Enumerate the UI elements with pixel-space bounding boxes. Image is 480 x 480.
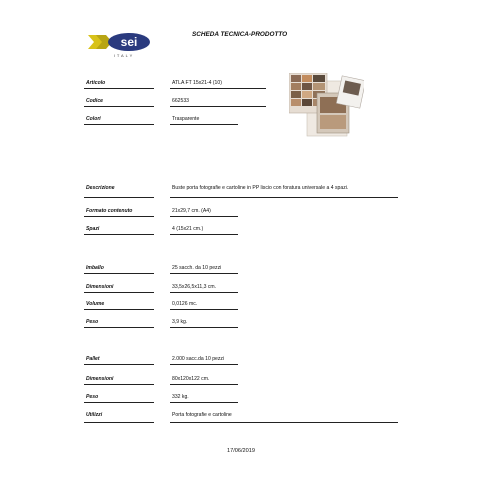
divider <box>84 364 154 365</box>
label-volume: Volume <box>86 301 105 307</box>
divider <box>170 292 238 293</box>
divider <box>170 309 238 310</box>
divider <box>170 216 238 217</box>
divider <box>170 106 266 107</box>
divider <box>84 384 154 385</box>
divider <box>84 402 154 403</box>
value-peso-pallet: 332 kg. <box>172 394 189 400</box>
label-dimensioni-pallet: Dimensioni <box>86 376 114 382</box>
label-utilizzi: Utilizzi <box>86 412 103 418</box>
divider <box>84 273 154 274</box>
value-dimensioni-pallet: 80x120x122 cm. <box>172 376 210 382</box>
value-utilizzi: Porta fotografie e cartoline <box>172 412 232 418</box>
divider <box>170 364 238 365</box>
label-articolo: Articolo <box>86 80 106 86</box>
value-peso: 3,9 kg. <box>172 319 188 325</box>
label-pallet: Pallet <box>86 356 100 362</box>
logo-subtitle: ITALY <box>113 53 135 58</box>
divider <box>84 309 154 310</box>
value-volume: 0,0126 mc. <box>172 301 198 307</box>
value-descrizione: Buste porta fotografie e cartoline in PP liscio con foratura universale a 4 spazi. <box>172 185 349 191</box>
divider <box>170 422 398 423</box>
value-spazi: 4 (15x21 cm.) <box>172 226 204 232</box>
label-peso: Peso <box>86 319 99 325</box>
value-codice: 662533 <box>172 98 189 104</box>
divider <box>84 197 154 198</box>
label-imballo: Imballo <box>86 265 104 271</box>
divider <box>170 327 238 328</box>
divider <box>170 88 266 89</box>
value-pallet: 2.000 sacc.da 10 pezzi <box>172 356 225 362</box>
divider <box>84 106 154 107</box>
divider <box>84 422 154 423</box>
divider <box>170 197 398 198</box>
document-title: SCHEDA TECNICA-PRODOTTO <box>192 31 288 38</box>
label-formato-contenuto: Formato contenuto <box>86 208 133 214</box>
divider <box>84 88 154 89</box>
product-photo <box>289 73 364 139</box>
divider <box>84 124 154 125</box>
footer-date: 17/06/2019 <box>227 448 255 454</box>
value-articolo: ATLA FT 15x21-4 (10) <box>172 80 222 86</box>
label-dimensioni: Dimensioni <box>86 284 114 290</box>
label-codice: Codice <box>86 98 103 104</box>
divider <box>84 234 154 235</box>
divider <box>84 292 154 293</box>
divider <box>170 384 238 385</box>
logo-wordmark: sei <box>120 35 138 49</box>
value-imballo: 25 sacch. da 10 pezzi <box>172 265 222 271</box>
value-formato-contenuto: 21x29,7 cm. (A4) <box>172 208 211 214</box>
value-dimensioni: 33,5x26,5x11,3 cm. <box>172 284 217 290</box>
divider <box>170 273 238 274</box>
label-peso-pallet: Peso <box>86 394 99 400</box>
label-spazi: Spazi <box>86 226 100 232</box>
divider <box>170 234 238 235</box>
divider <box>170 124 238 125</box>
divider <box>170 402 238 403</box>
value-colori: Trasparente <box>172 116 200 122</box>
divider <box>84 327 154 328</box>
label-colori: Colori <box>86 116 101 122</box>
divider <box>84 216 154 217</box>
label-descrizione: Descrizione <box>86 185 115 191</box>
